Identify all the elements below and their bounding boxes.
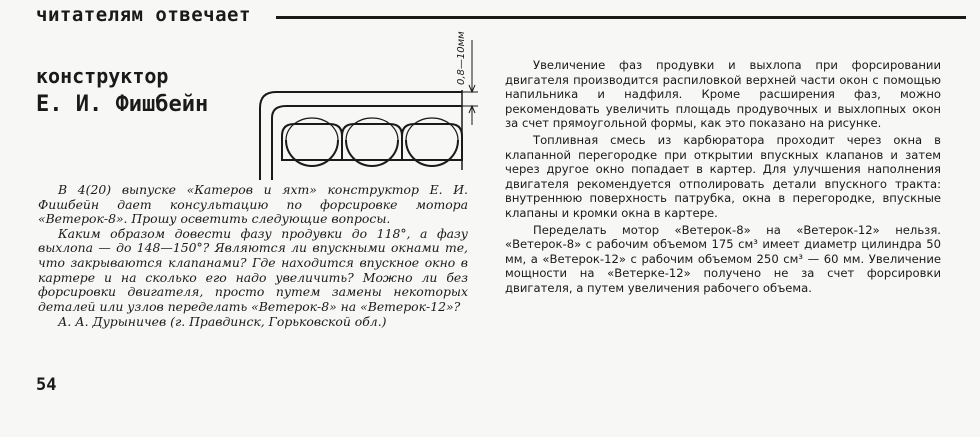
window-3 <box>402 118 462 166</box>
author-name: Е. И. Фишбейн <box>36 92 209 117</box>
cylinder-outline-inner <box>272 106 462 180</box>
question-paragraph: Каким образом довести фазу продувки до 118°, а фазу выхлопа — до 148—150°? Являются ли впускными окнами те, что закрываются клапанами? Где находится впускное окно в картере и на сколько его надо увеличить? Можно ли без форсировки двигателя, просто путем замены некоторых деталей или узлов переделать «Ветерок-8» на «Ветерок-12»? <box>38 225 468 314</box>
reader-question <box>38 183 468 329</box>
answer-paragraph: Увеличение фаз продувки и выхлопа при форсировании двигателя производится распиловкой верхней части окон с помощью напильника и надфиля. Кроме расширения фаз, можно рекомендовать увеличить площадь продувочных и выхлопных окон за счет прямоугольной формы, как это показано на рисунке. <box>505 58 941 131</box>
question-paragraph: В 4(20) выпуске «Катеров и яхт» конструктор Е. И. Фишбейн дает консультацию по форсировке мотора «Ветерок-8». Прошу осветить следующие вопросы. <box>38 182 468 227</box>
dimension-label: 0,8—10мм <box>456 31 467 85</box>
answer-paragraph: Топливная смесь из карбюратора проходит через окна в клапанной перегородке при открытии впускных клапанов и затем через другое окно попадает в картер. Для улучшения наполнения двигателя рекомендуется отполировать детали впускного тракта: внутреннюю поверхность патрубка, окна в перегородке, впускные клапаны и кромки окна в картере. <box>505 132 941 220</box>
expert-answer <box>505 58 941 298</box>
question-signature: А. А. Дурыничев (г. Правдинск, Горьковской обл.) <box>58 314 387 330</box>
port-diagram <box>250 30 490 184</box>
header-rule <box>276 16 966 19</box>
window-1 <box>282 118 342 166</box>
page-number: 54 <box>36 375 57 395</box>
port-diagram-drawing <box>250 30 490 180</box>
window-2 <box>342 118 402 166</box>
answer-paragraph: Переделать мотор «Ветерок-8» на «Ветерок-12» нельзя. «Ветерок-8» с рабочим объемом 175 см³ имеет диаметр цилиндра 50 мм, а «Ветерок-12» с рабочим объемом 250 см³ — 60 мм. Увеличение мощности на «Ветерке-12» получено не за счет форсировки двигателя, а путем увеличения рабочего объема. <box>505 222 941 295</box>
author-role: конструктор <box>36 64 169 88</box>
section-title: читателям отвечает <box>36 4 251 26</box>
